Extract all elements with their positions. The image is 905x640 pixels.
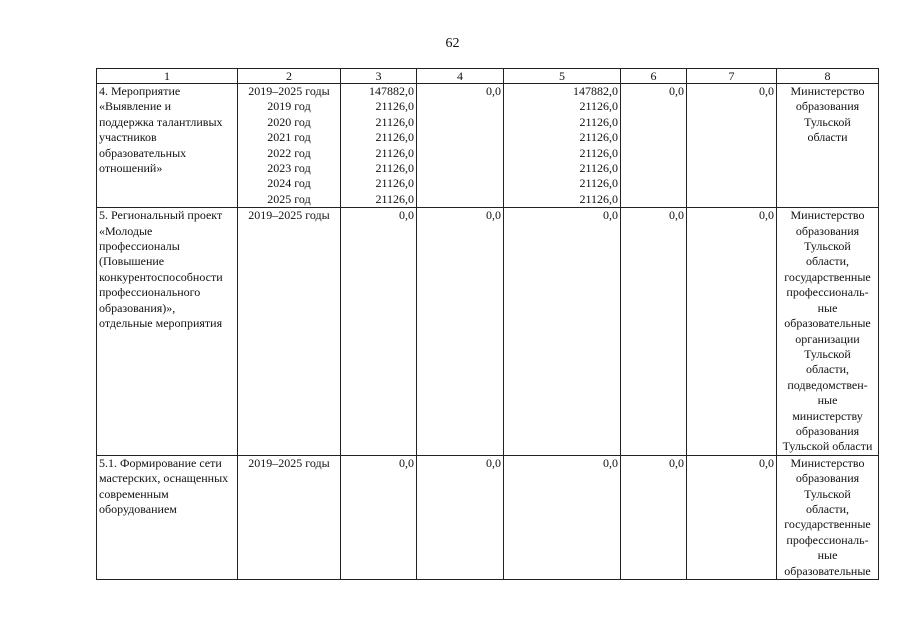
event-name-line: 4. Мероприятие (99, 84, 181, 98)
regional-value: 21126,0 (579, 99, 618, 114)
other-value: 0,0 (759, 455, 774, 470)
executor-line: области, (805, 501, 850, 516)
regional-value: 21126,0 (579, 145, 618, 160)
executor-line: области (807, 130, 848, 145)
event-name-cell (97, 455, 238, 579)
page-number: 62 (445, 36, 460, 51)
executor-line: Министерство (790, 208, 865, 223)
executor-line: образования (795, 99, 860, 114)
local-cell (621, 455, 687, 579)
executor-line: ные (817, 393, 838, 408)
regional-value: 0,0 (603, 455, 618, 470)
year-value: 2020 год (267, 114, 311, 129)
regional-cell (504, 455, 621, 579)
regional-cell (504, 84, 621, 208)
executor-line: государственные (784, 269, 871, 284)
executor-line: образования (795, 471, 860, 486)
total-cell (341, 455, 417, 579)
executor-line: профессиональ- (786, 285, 869, 300)
year-value: 2025 год (267, 191, 311, 206)
federal-cell (417, 208, 504, 456)
column-header: 2 (238, 69, 341, 84)
total-value: 21126,0 (375, 130, 414, 145)
years-cell (238, 208, 341, 456)
year-value: 2021 год (267, 130, 311, 145)
event-name-line: оборудованием (99, 501, 177, 516)
regional-value: 21126,0 (579, 114, 618, 129)
event-name-line: (Повышение (99, 254, 165, 269)
total-value: 21126,0 (375, 191, 414, 206)
regional-cell (504, 208, 621, 456)
other-cell (687, 84, 777, 208)
total-value: 21126,0 (375, 176, 414, 191)
column-header: 7 (687, 69, 777, 84)
federal-value: 0,0 (486, 208, 501, 223)
regional-value: 21126,0 (579, 176, 618, 191)
year-value: 2024 год (267, 176, 311, 191)
executor-cell (777, 84, 879, 208)
year-value: 2019–2025 годы (248, 208, 330, 223)
executor-line: Министерство (790, 84, 865, 98)
event-name-line: конкурентоспособности (99, 269, 223, 284)
other-value: 0,0 (759, 208, 774, 223)
event-name-line: поддержка талантливых (99, 114, 223, 129)
table-row (97, 84, 879, 208)
total-value: 0,0 (399, 455, 414, 470)
column-header: 6 (621, 69, 687, 84)
event-name-line: отдельные мероприятия (99, 316, 223, 331)
column-header: 1 (97, 69, 238, 84)
regional-value: 0,0 (603, 208, 618, 223)
regional-value: 147882,0 (573, 84, 618, 98)
federal-value: 0,0 (486, 455, 501, 470)
executor-line: Тульской (804, 346, 851, 361)
executor-line: образования (795, 423, 860, 438)
executor-line: Тульской (804, 114, 851, 129)
total-value: 147882,0 (369, 84, 414, 98)
executor-cell (777, 455, 879, 579)
regional-value: 21126,0 (579, 130, 618, 145)
years-cell (238, 84, 341, 208)
program-table (96, 68, 879, 580)
local-cell (621, 84, 687, 208)
event-name-line: «Молодые (99, 223, 153, 238)
federal-cell (417, 455, 504, 579)
federal-value: 0,0 (486, 84, 501, 98)
total-value: 21126,0 (375, 114, 414, 129)
column-header: 4 (417, 69, 504, 84)
year-value: 2022 год (267, 145, 311, 160)
executor-line: ные (817, 548, 838, 563)
other-value: 0,0 (759, 84, 774, 98)
executor-line: Тульской (804, 486, 851, 501)
column-header: 5 (504, 69, 621, 84)
local-value: 0,0 (669, 208, 684, 223)
total-value: 21126,0 (375, 145, 414, 160)
event-name-line: «Выявление и (99, 99, 171, 114)
column-number-row (97, 69, 879, 84)
executor-line: образования (795, 223, 860, 238)
event-name-line: участников (99, 130, 157, 145)
event-name-line: отношений» (99, 161, 163, 176)
executor-cell (777, 208, 879, 456)
regional-value: 21126,0 (579, 191, 618, 206)
executor-line: ные (817, 300, 838, 315)
executor-line: министерству (792, 408, 863, 423)
year-value: 2023 год (267, 161, 311, 176)
year-value: 2019–2025 годы (248, 84, 330, 98)
executor-line: организации (795, 331, 860, 346)
total-cell (341, 84, 417, 208)
table-row (97, 208, 879, 456)
executor-line: Министерство (790, 455, 865, 470)
local-value: 0,0 (669, 455, 684, 470)
event-name-line: профессионалы (99, 239, 180, 254)
event-name-cell (97, 84, 238, 208)
year-value: 2019–2025 годы (248, 455, 330, 470)
total-value: 0,0 (399, 208, 414, 223)
total-cell (341, 208, 417, 456)
column-header: 8 (777, 69, 879, 84)
event-name-cell (97, 208, 238, 456)
event-name-line: образования)», (99, 300, 176, 315)
event-name-line: профессионального (99, 285, 201, 300)
local-cell (621, 208, 687, 456)
total-value: 21126,0 (375, 161, 414, 176)
federal-cell (417, 84, 504, 208)
executor-line: области, (805, 362, 850, 377)
executor-line: образовательные (784, 563, 871, 578)
local-value: 0,0 (669, 84, 684, 98)
executor-line: государственные (784, 517, 871, 532)
executor-line: профессиональ- (786, 532, 869, 547)
executor-line: области, (805, 254, 850, 269)
event-name-line: 5. Региональный проект (99, 208, 223, 223)
other-cell (687, 455, 777, 579)
event-name-line: образовательных (99, 145, 187, 160)
year-value: 2019 год (267, 99, 311, 114)
years-cell (238, 455, 341, 579)
regional-value: 21126,0 (579, 161, 618, 176)
executor-line: Тульской области (782, 439, 873, 454)
event-name-line: мастерских, оснащенных (99, 471, 229, 486)
executor-line: образовательные (784, 316, 871, 331)
executor-line: Тульской (804, 239, 851, 254)
event-name-line: современным (99, 486, 169, 501)
other-cell (687, 208, 777, 456)
event-name-line: 5.1. Формирование сети (99, 455, 222, 470)
executor-line: подведомствен- (787, 377, 868, 392)
total-value: 21126,0 (375, 99, 414, 114)
column-header: 3 (341, 69, 417, 84)
table-row (97, 455, 879, 579)
